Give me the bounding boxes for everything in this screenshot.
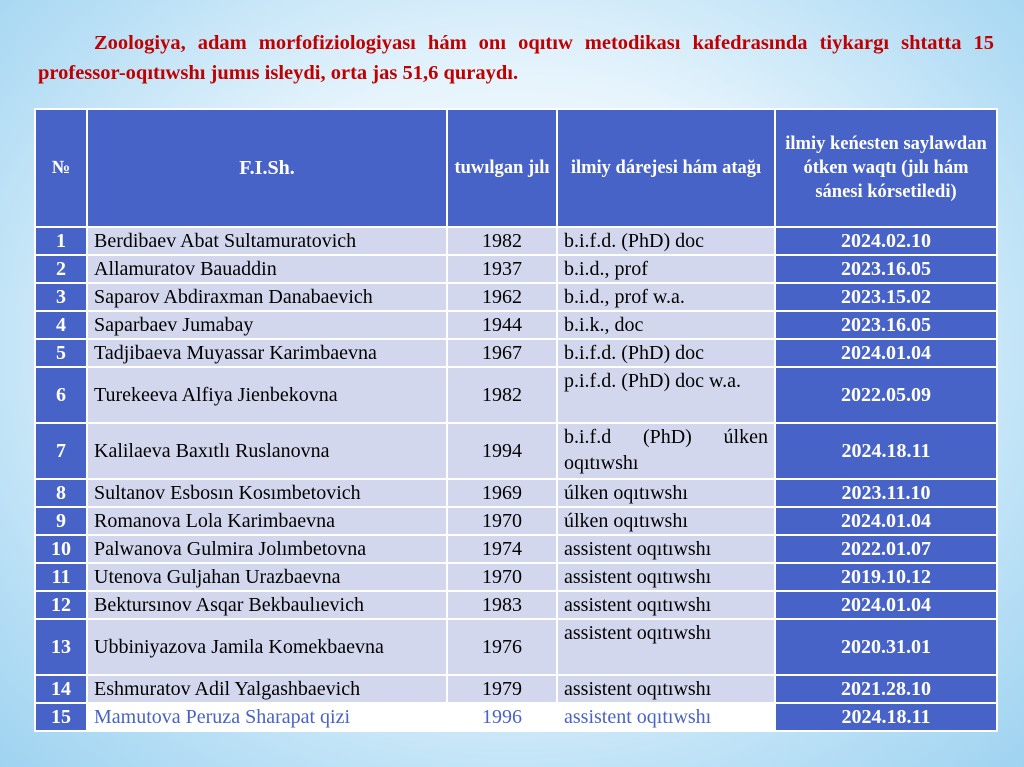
table-row [35,703,997,731]
row-birth-year: 1976 [447,619,557,675]
table-row [35,591,997,619]
row-full-name: Tadjibaeva Muyassar Karimbaevna [87,339,447,367]
row-number: 5 [35,339,87,367]
row-birth-year: 1937 [447,255,557,283]
row-election-date: 2022.01.07 [775,535,997,563]
slide-heading: Zoologiya, adam morfofiziologiyası hám onı oqıtıw metodikası kafedrasında tiykargı shtatta 15 professor-oqıtıwshı jumıs isleydi, orta jas 51,6 quraydı. [38,32,994,84]
row-full-name: Ubbiniyazova Jamila Komekbaevna [87,619,447,675]
row-election-date: 2024.01.04 [775,507,997,535]
header-birth-year: tuwılgan jılı [447,109,557,227]
row-full-name: Berdibaev Abat Sultamuratovich [87,227,447,255]
row-birth-year: 1967 [447,339,557,367]
row-birth-year: 1970 [447,563,557,591]
row-birth-year: 1979 [447,675,557,703]
row-degree: assistent oqıtıwshı [557,535,775,563]
staff-table [34,108,998,732]
table-row [35,619,997,675]
table-row [35,563,997,591]
row-degree: b.i.f.d (PhD) úlken oqıtıwshı [557,423,775,479]
row-full-name: Mamutova Peruza Sharapat qizi [87,703,447,731]
header-degree: ilmiy dárejesi hám atağı [557,109,775,227]
table-row [35,423,997,479]
row-degree: úlken oqıtıwshı [557,507,775,535]
row-election-date: 2019.10.12 [775,563,997,591]
table-row [35,255,997,283]
table-row [35,283,997,311]
row-birth-year: 1982 [447,367,557,423]
row-number: 10 [35,535,87,563]
table-row [35,507,997,535]
row-number: 7 [35,423,87,479]
row-election-date: 2023.16.05 [775,311,997,339]
row-full-name: Romanova Lola Karimbaevna [87,507,447,535]
row-degree: assistent oqıtıwshı [557,591,775,619]
row-election-date: 2022.05.09 [775,367,997,423]
row-full-name: Utenova Guljahan Urazbaevna [87,563,447,591]
row-number: 9 [35,507,87,535]
row-birth-year: 1974 [447,535,557,563]
table-row [35,479,997,507]
row-election-date: 2024.01.04 [775,339,997,367]
header-election-date: ilmiy keńesten saylawdan ótken waqtı (jılı hám sánesi kórsetiledi) [775,109,997,227]
row-birth-year: 1983 [447,591,557,619]
row-birth-year: 1994 [447,423,557,479]
row-birth-year: 1944 [447,311,557,339]
row-election-date: 2024.18.11 [775,703,997,731]
row-birth-year: 1996 [447,703,557,731]
row-birth-year: 1969 [447,479,557,507]
row-degree: assistent oqıtıwshı [557,675,775,703]
row-number: 2 [35,255,87,283]
row-degree: assistent oqıtıwshı [557,563,775,591]
row-number: 15 [35,703,87,731]
row-full-name: Kalilaeva Baxıtlı Ruslanovna [87,423,447,479]
row-number: 4 [35,311,87,339]
header-number: № [35,109,87,227]
row-birth-year: 1962 [447,283,557,311]
table-row [35,675,997,703]
row-number: 14 [35,675,87,703]
table-header-row [35,109,997,227]
table-row [35,227,997,255]
row-number: 11 [35,563,87,591]
row-number: 1 [35,227,87,255]
row-election-date: 2023.16.05 [775,255,997,283]
row-degree: b.i.k., doc [557,311,775,339]
row-number: 3 [35,283,87,311]
row-election-date: 2023.15.02 [775,283,997,311]
table-row [35,339,997,367]
row-number: 13 [35,619,87,675]
table-row [35,311,997,339]
header-full-name: F.I.Sh. [87,109,447,227]
row-full-name: Bektursınov Asqar Bekbaulıevich [87,591,447,619]
row-birth-year: 1970 [447,507,557,535]
row-election-date: 2024.02.10 [775,227,997,255]
table-row [35,535,997,563]
row-number: 8 [35,479,87,507]
row-full-name: Saparov Abdiraxman Danabaevich [87,283,447,311]
row-election-date: 2024.18.11 [775,423,997,479]
table-row [35,367,997,423]
row-degree: p.i.f.d. (PhD) doc w.a. [557,367,775,423]
row-birth-year: 1982 [447,227,557,255]
row-full-name: Sultanov Esbosın Kosımbetovich [87,479,447,507]
row-election-date: 2020.31.01 [775,619,997,675]
row-degree: b.i.d., prof w.a. [557,283,775,311]
row-degree: úlken oqıtıwshı [557,479,775,507]
row-full-name: Eshmuratov Adil Yalgashbaevich [87,675,447,703]
row-degree: b.i.f.d. (PhD) doc [557,227,775,255]
row-degree: b.i.d., prof [557,255,775,283]
row-degree: b.i.f.d. (PhD) doc [557,339,775,367]
row-election-date: 2021.28.10 [775,675,997,703]
row-full-name: Allamuratov Bauaddin [87,255,447,283]
row-full-name: Turekeeva Alfiya Jienbekovna [87,367,447,423]
row-election-date: 2023.11.10 [775,479,997,507]
row-number: 6 [35,367,87,423]
row-degree: assistent oqıtıwshı [557,703,775,731]
row-full-name: Palwanova Gulmira Jolımbetovna [87,535,447,563]
row-number: 12 [35,591,87,619]
row-full-name: Saparbaev Jumabay [87,311,447,339]
row-election-date: 2024.01.04 [775,591,997,619]
row-degree: assistent oqıtıwshı [557,619,775,675]
